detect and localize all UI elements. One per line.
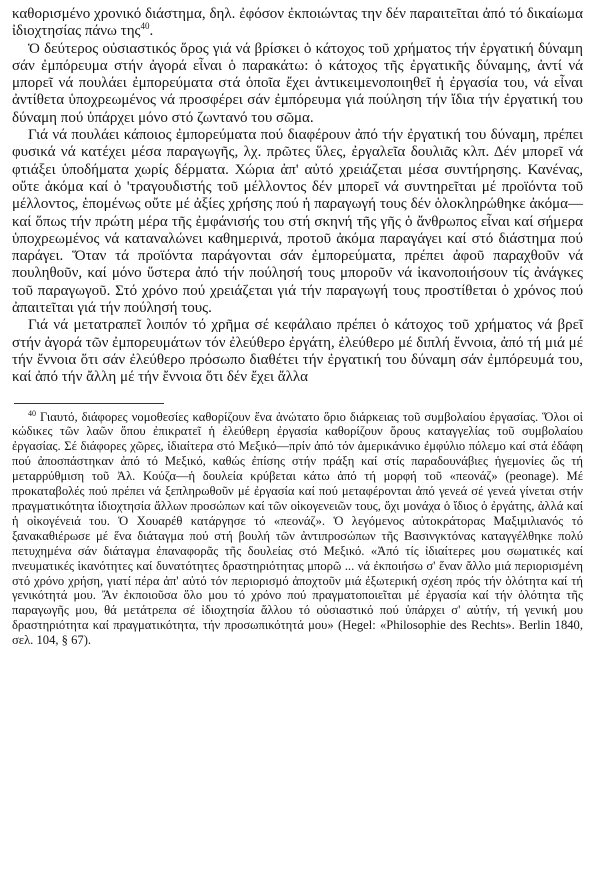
footnote-citation: (Hegel: «Philosophie des Rechts». Berlin 1840, σελ. 104, § 67). <box>12 618 584 648</box>
footnote <box>12 410 583 649</box>
paragraph-3: Γιά νά πουλάει κάποιος ἐμπορεύματα πού διαφέρουν ἀπό τήν ἐργατική του δύναμη, πρέπει φυσικά νά κατέχει μέσα παραγωγῆς, λχ. πρῶτες ὕλες, ἐργαλεῖα δουλιᾶς κλπ. Δέν μπορεῖ νά φτιάξει ὑποδήματα χωρίς δέρματα. Χώρια ἀπ' αὐτό χρειάζεται μέσα συντήρησης. Κανένας, οὔτε ἀκόμα καί ὁ 'τραγουδιστής τοῦ μέλλοντος δέν μπορεῖ νά συντηρεῖται μέ προϊόντα τοῦ μέλλοντος, ἑπομένως οὔτε μέ ἀξίες χρήσης πού ἡ παραγωγή τους δέν ὁλοκληρώθηκε ἀκόμα—καί ὅπως τήν πρώτη μέρα τῆς ἐμφάνισής του στή σκηνή τῆς γῆς ὁ ἄνθρωπος εἶναι καί σήμερα ὑποχρεωμένος νά καταναλώνει καθημερινά, προτοῦ ἀκόμα παραγάγει καί στό διάστημα πού παράγει. Ὅταν τά προϊόντα παράγονται σάν ἐμπορεύματα, πρέπει ἀφοῦ παραχθοῦν νά πουληθοῦν, καί μόνο ὕστερα ἀπό τήν πούλησή τους μποροῦν νά ἱκανοποιήσουν τίς ἀνάγκες τοῦ παραγωγοῦ. Στό χρόνο πού χρειάζεται γιά τήν παραγωγή τους προστίθεται ὁ χρόνος πού ἀπαιτεῖται γιά τήν πούλησή τους. <box>12 127 583 317</box>
footnote-40 <box>12 410 583 649</box>
footnote-text: Γιαυτό, διάφορες νομοθεσίες καθορίζουν ἕνα ἀνώτατο ὅριο διάρκειας τοῦ συμβολαίου ἐργασίας. Ὅλοι οἱ κώδικες τῶν λαῶν ὅπου ἐπικρατεῖ ἡ ἐλεύθερη ἐργασία καθορίζουν ὅρους καταγγελίας τοῦ συμβολαίου ἐργασίας. Σέ διάφορες χῶρες, ἰδιαίτερα στό Μεξικό—πρίν ἀπό τόν ἀμερικάνικο ἐμφύλιο πόλεμο καί στά ἐδάφη πού ἀποσπάστηκαν ἀπό τό Μεξικό, καθώς ἐπίσης στήν πράξη καί στίς παραδουνάβιες ἡγεμονίες ὥς τή μεταρρύθμιση τοῦ Ἀλ. Κούζα—ἡ δουλεία κρύβεται κάτω ἀπό τή μορφή τοῦ «πεονάζ» (peonage). Μέ προκαταβολές πού πρέπει νά ξεπληρωθοῦν μέ ἐργασία καί πού μεταφέρονται ἀπό γενεά σέ γενεά γίνεται στήν πραγματικότητα ἰδιοχτησία ἄλλων προσώπων καί τῶν οἰκογενειῶν τους, ὄχι μονάχα ὁ ἴδιος ὁ ἐργάτης, ἀλλά καί ἡ οἰκογένειά του. Ὁ Χουαρέθ κατάργησε τό «πεονάζ». Ὁ λεγόμενος αὐτοκράτορας Μαξιμιλιανός τό ξανακαθιέρωσε μέ ἕνα διάταγμα πού στή βουλή τῶν ἀντιπροσώπων τῆς Βασινγκτόνας καταγγέλθηκε πολύ πετυχημένα σάν διάταγμα ἐπαναφορᾶς τῆς δουλείας στό Μεξικό. «Ἀπό τίς ἰδιαίτερες μου σωματικές καί πνευματικές ἱκανότητες καί δυνατότητες δραστηριότητας μπορῶ ... νά ἐκποιήσω σ' ἕναν ἄλλο μιά περιορισμένη στό χρόνο χρήση, γιατί πέρα ἀπ' αὐτό τόν περιορισμό ἀποχτοῦν μιά ἐξωτερική σχέση πρός τήν ὁλότητα καί τή γενικότητά μου. Ἄν ἐκποιοῦσα ὅλο μου τό χρόνο πού πραγματοποιεῖται μέ ἐργασία καί τήν ὁλότητα τῆς παραγωγῆς μου, θά μετάτρεπα σέ ἰδιοχτησία ἄλλου τό οὐσιαστικό πού ὑπάρχει σ' αὐτήν, τή γενική μου δραστηριότητα καί πραγματικότητα, τήν προσωπικότητά μου» <box>12 409 583 633</box>
paragraph-1: καθορισμένο χρονικό διάστημα, δηλ. ἐφόσον ἐκποιώντας την δέν παραιτεῖται ἀπό τό δικαίωμα ἰδιοχτησίας πάνω της$^{40}$. <box>12 6 583 40</box>
footnote-number: 40 <box>28 408 36 418</box>
paragraph-4: Γιά νά μετατραπεῖ λοιπόν τό χρῆμα σέ κεφάλαιο πρέπει ὁ κάτοχος τοῦ χρήματος νά βρεῖ στήν ἀγορά τῶν ἐμπορευμάτων τόν ἐλεύθερο ἐργάτη, ἐλεύθερο μέ διπλή ἔννοια, ἀπό τή μιά μέ τήν ἔννοια ὅτι σάν ἐλεύθερο πρόσωπο διαθέτει τήν ἐργατική του δύναμη σάν ἐμπόρευμά του, καί ἀπό τήν ἄλλη μέ τήν ἔννοια ὅτι δέν ἔχει ἄλλα <box>12 317 583 386</box>
paragraph-2: Ὁ δεύτερος οὐσιαστικός ὅρος γιά νά βρίσκει ὁ κάτοχος τοῦ χρήματος τήν ἐργατική δύναμη σάν ἐμπόρευμα στήν ἀγορά εἶναι ὁ παρακάτω: ὁ κάτοχος τῆς ἐργατικῆς δύναμης, ἀντί νά μπορεῖ νά πουλάει ἐμπορεύματα στά ὁποῖα ἔχει ἀντικειμενοποιηθεῖ ἡ ἐργασία του, νά εἶναι ἀντίθετα ὑποχρεωμένος νά προσφέρει σάν ἐμπόρευμα γιά πούληση τήν ἴδια τήν ἐργατική του δύναμη πού ὑπάρχει μόνο στό ζωντανό του σῶμα. <box>12 40 583 126</box>
footnote-divider <box>14 403 164 404</box>
footnote-reference: 40 <box>140 21 150 32</box>
main-text <box>12 6 583 387</box>
